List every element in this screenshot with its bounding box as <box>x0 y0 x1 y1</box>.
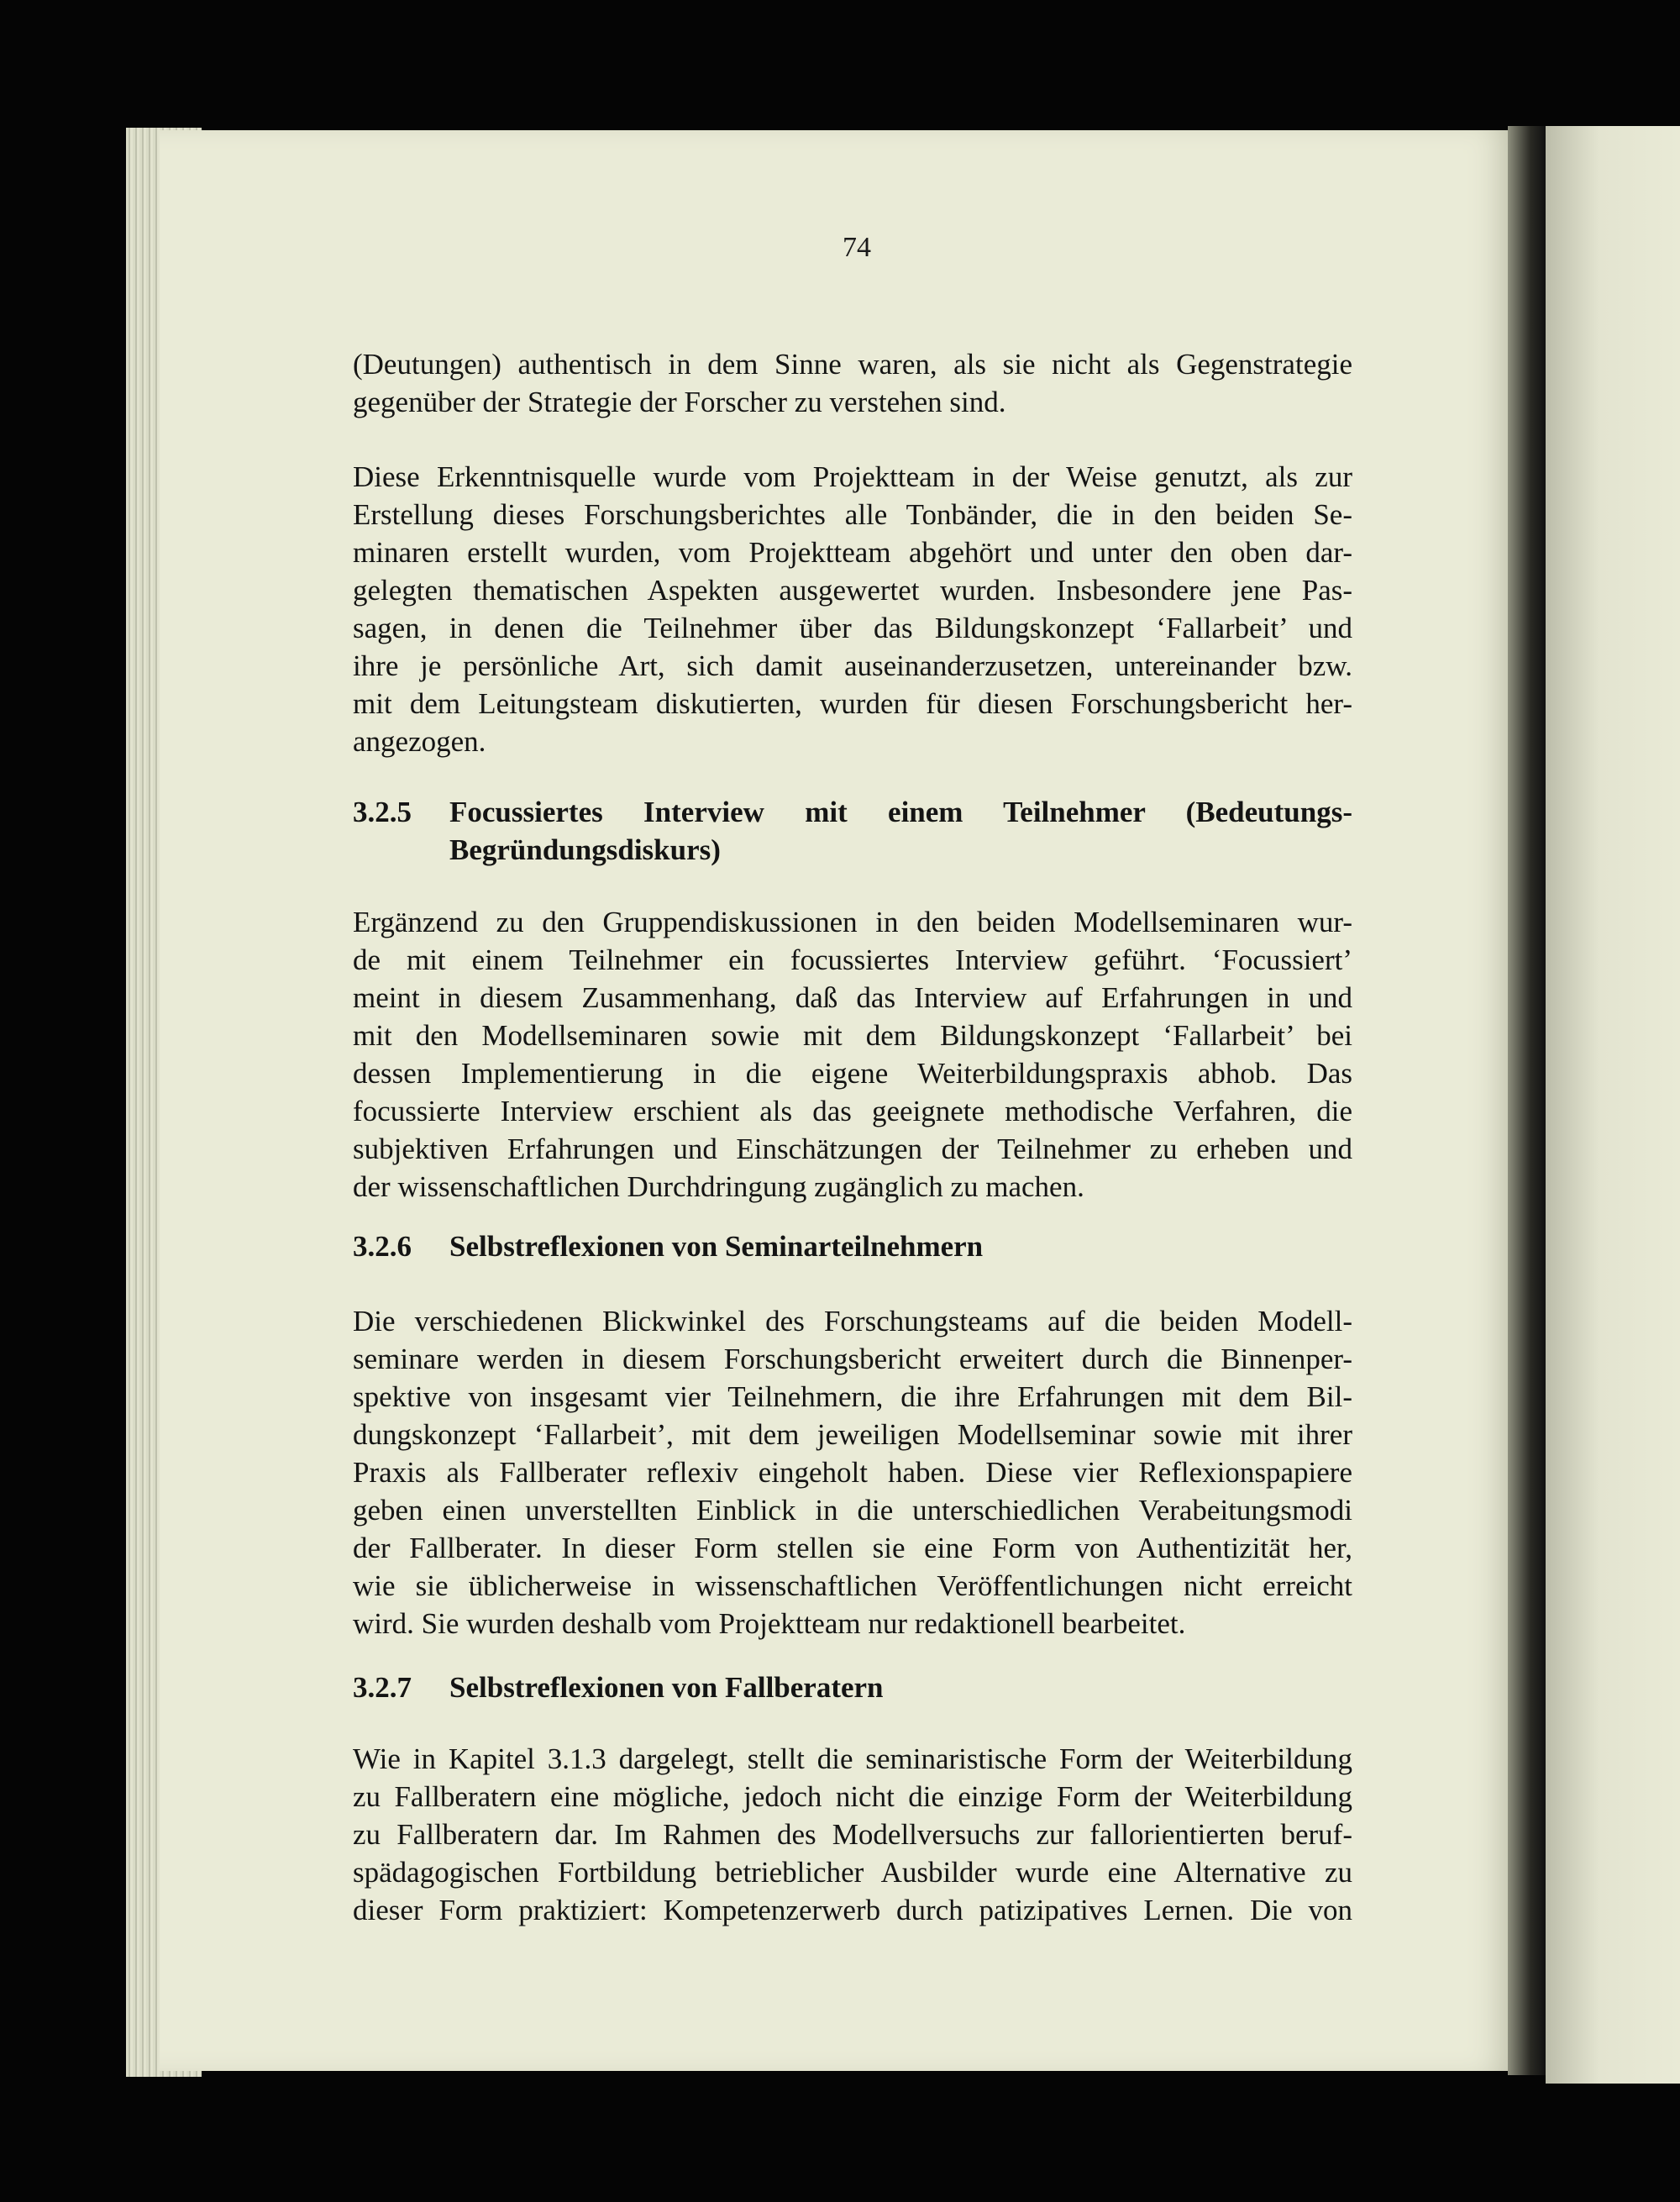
heading-number: 3.2.6 <box>353 1230 412 1263</box>
text-line: Praxis als Fallberater reflexiv eingeholt haben. Diese vier Reflexionspapiere <box>353 1456 1352 1489</box>
text-line: der Fallberater. In dieser Form stellen sie eine Form von Authentizität her, <box>353 1532 1352 1564</box>
text-line: Die verschiedenen Blickwinkel des Forschungsteams auf die beiden Modell- <box>353 1305 1352 1337</box>
paragraph-3-2-5 <box>353 903 1352 1206</box>
text-line: Diese Erkenntnisquelle wurde vom Projektteam in der Weise genutzt, als zur <box>353 460 1352 493</box>
heading-title: Selbstreflexionen von Seminarteilnehmern <box>449 1230 984 1263</box>
text-line: dungskonzept ‘Fallarbeit’, mit dem jeweiligen Modellseminar sowie mit ihrer <box>353 1418 1352 1451</box>
text-line: wird. Sie wurden deshalb vom Projektteam nur redaktionell bearbeitet. <box>353 1607 1186 1640</box>
text-line: sagen, in denen die Teilnehmer über das Bildungskonzept ‘Fallarbeit’ und <box>353 612 1352 644</box>
paragraph-2 <box>353 458 1352 760</box>
page-number: 74 <box>843 232 871 263</box>
text-line: wie sie üblicherweise in wissenschaftlichen Veröffentlichungen nicht erreicht <box>353 1569 1352 1602</box>
text-line: geben einen unverstellten Einblick in die unterschiedlichen Verabeitungsmodi <box>353 1494 1352 1527</box>
paragraph-3-2-7 <box>353 1740 1352 1929</box>
heading-3-2-6 <box>353 1227 1352 1265</box>
text-line: dieser Form praktiziert: Kompetenzerwerb durch patizipatives Lernen. Die von <box>353 1894 1352 1926</box>
text-line: minaren erstellt wurden, vom Projektteam abgehört und unter den oben dar- <box>353 536 1352 569</box>
text-line: de mit einem Teilnehmer ein focussiertes Interview geführt. ‘Focussiert’ <box>353 943 1352 976</box>
text-line: spädagogischen Fortbildung betrieblicher Ausbilder wurde eine Alternative zu <box>353 1856 1352 1889</box>
text-line: subjektiven Erfahrungen und Einschätzungen der Teilnehmer zu erheben und <box>353 1133 1352 1165</box>
text-line: seminare werden in diesem Forschungsbericht erweitert durch die Binnenper- <box>353 1343 1352 1375</box>
text-line: spektive von insgesamt vier Teilnehmern, die ihre Erfahrungen mit dem Bil- <box>353 1380 1352 1413</box>
heading-3-2-7 <box>353 1669 1352 1706</box>
paragraph-1 <box>353 345 1352 421</box>
heading-number: 3.2.5 <box>353 796 412 828</box>
text-line: angezogen. <box>353 725 486 758</box>
heading-title-continued: Begründungsdiskurs) <box>449 833 721 866</box>
text-line: der wissenschaftlichen Durchdringung zugänglich zu machen. <box>353 1170 1084 1203</box>
text-line: Wie in Kapitel 3.1.3 dargelegt, stellt die seminaristische Form der Weiterbildung <box>353 1742 1352 1775</box>
text-line: (Deutungen) authentisch in dem Sinne waren, als sie nicht als Gegenstrategie <box>353 348 1352 381</box>
paragraph-3-2-6 <box>353 1302 1352 1642</box>
text-line: focussierte Interview erschient als das geeignete methodische Verfahren, die <box>353 1095 1352 1127</box>
text-line: zu Fallberatern eine mögliche, jedoch nicht die einzige Form der Weiterbildung <box>353 1780 1352 1813</box>
book-gutter <box>1508 126 1546 2075</box>
text-line: mit dem Leitungsteam diskutierten, wurden für diesen Forschungsbericht her- <box>353 687 1352 720</box>
text-line: dessen Implementierung in die eigene Weiterbildungspraxis abhob. Das <box>353 1057 1352 1090</box>
heading-3-2-5 <box>353 793 1352 869</box>
text-line: Erstellung dieses Forschungsberichtes alle Tonbänder, die in den beiden Se- <box>353 498 1352 531</box>
heading-number: 3.2.7 <box>353 1671 412 1704</box>
text-line: mit den Modellseminaren sowie mit dem Bildungskonzept ‘Fallarbeit’ bei <box>353 1019 1352 1052</box>
text-line: Ergänzend zu den Gruppendiskussionen in den beiden Modellseminaren wur- <box>353 906 1352 938</box>
text-line: zu Fallberatern dar. Im Rahmen des Modellversuchs zur fallorientierten beruf- <box>353 1818 1352 1851</box>
heading-title: Selbstreflexionen von Fallberatern <box>449 1671 884 1704</box>
text-line: meint in diesem Zusammenhang, daß das Interview auf Erfahrungen in und <box>353 981 1352 1014</box>
text-line: gelegten thematischen Aspekten ausgewertet wurden. Insbesondere jene Pas- <box>353 574 1352 607</box>
facing-page <box>1546 126 1680 2084</box>
text-line: gegenüber der Strategie der Forscher zu verstehen sind. <box>353 386 1006 418</box>
heading-title: Focussiertes Interview mit einem Teilnehmer (Bedeutungs- <box>449 796 1352 828</box>
text-line: ihre je persönliche Art, sich damit auseinanderzusetzen, untereinander bzw. <box>353 649 1352 682</box>
